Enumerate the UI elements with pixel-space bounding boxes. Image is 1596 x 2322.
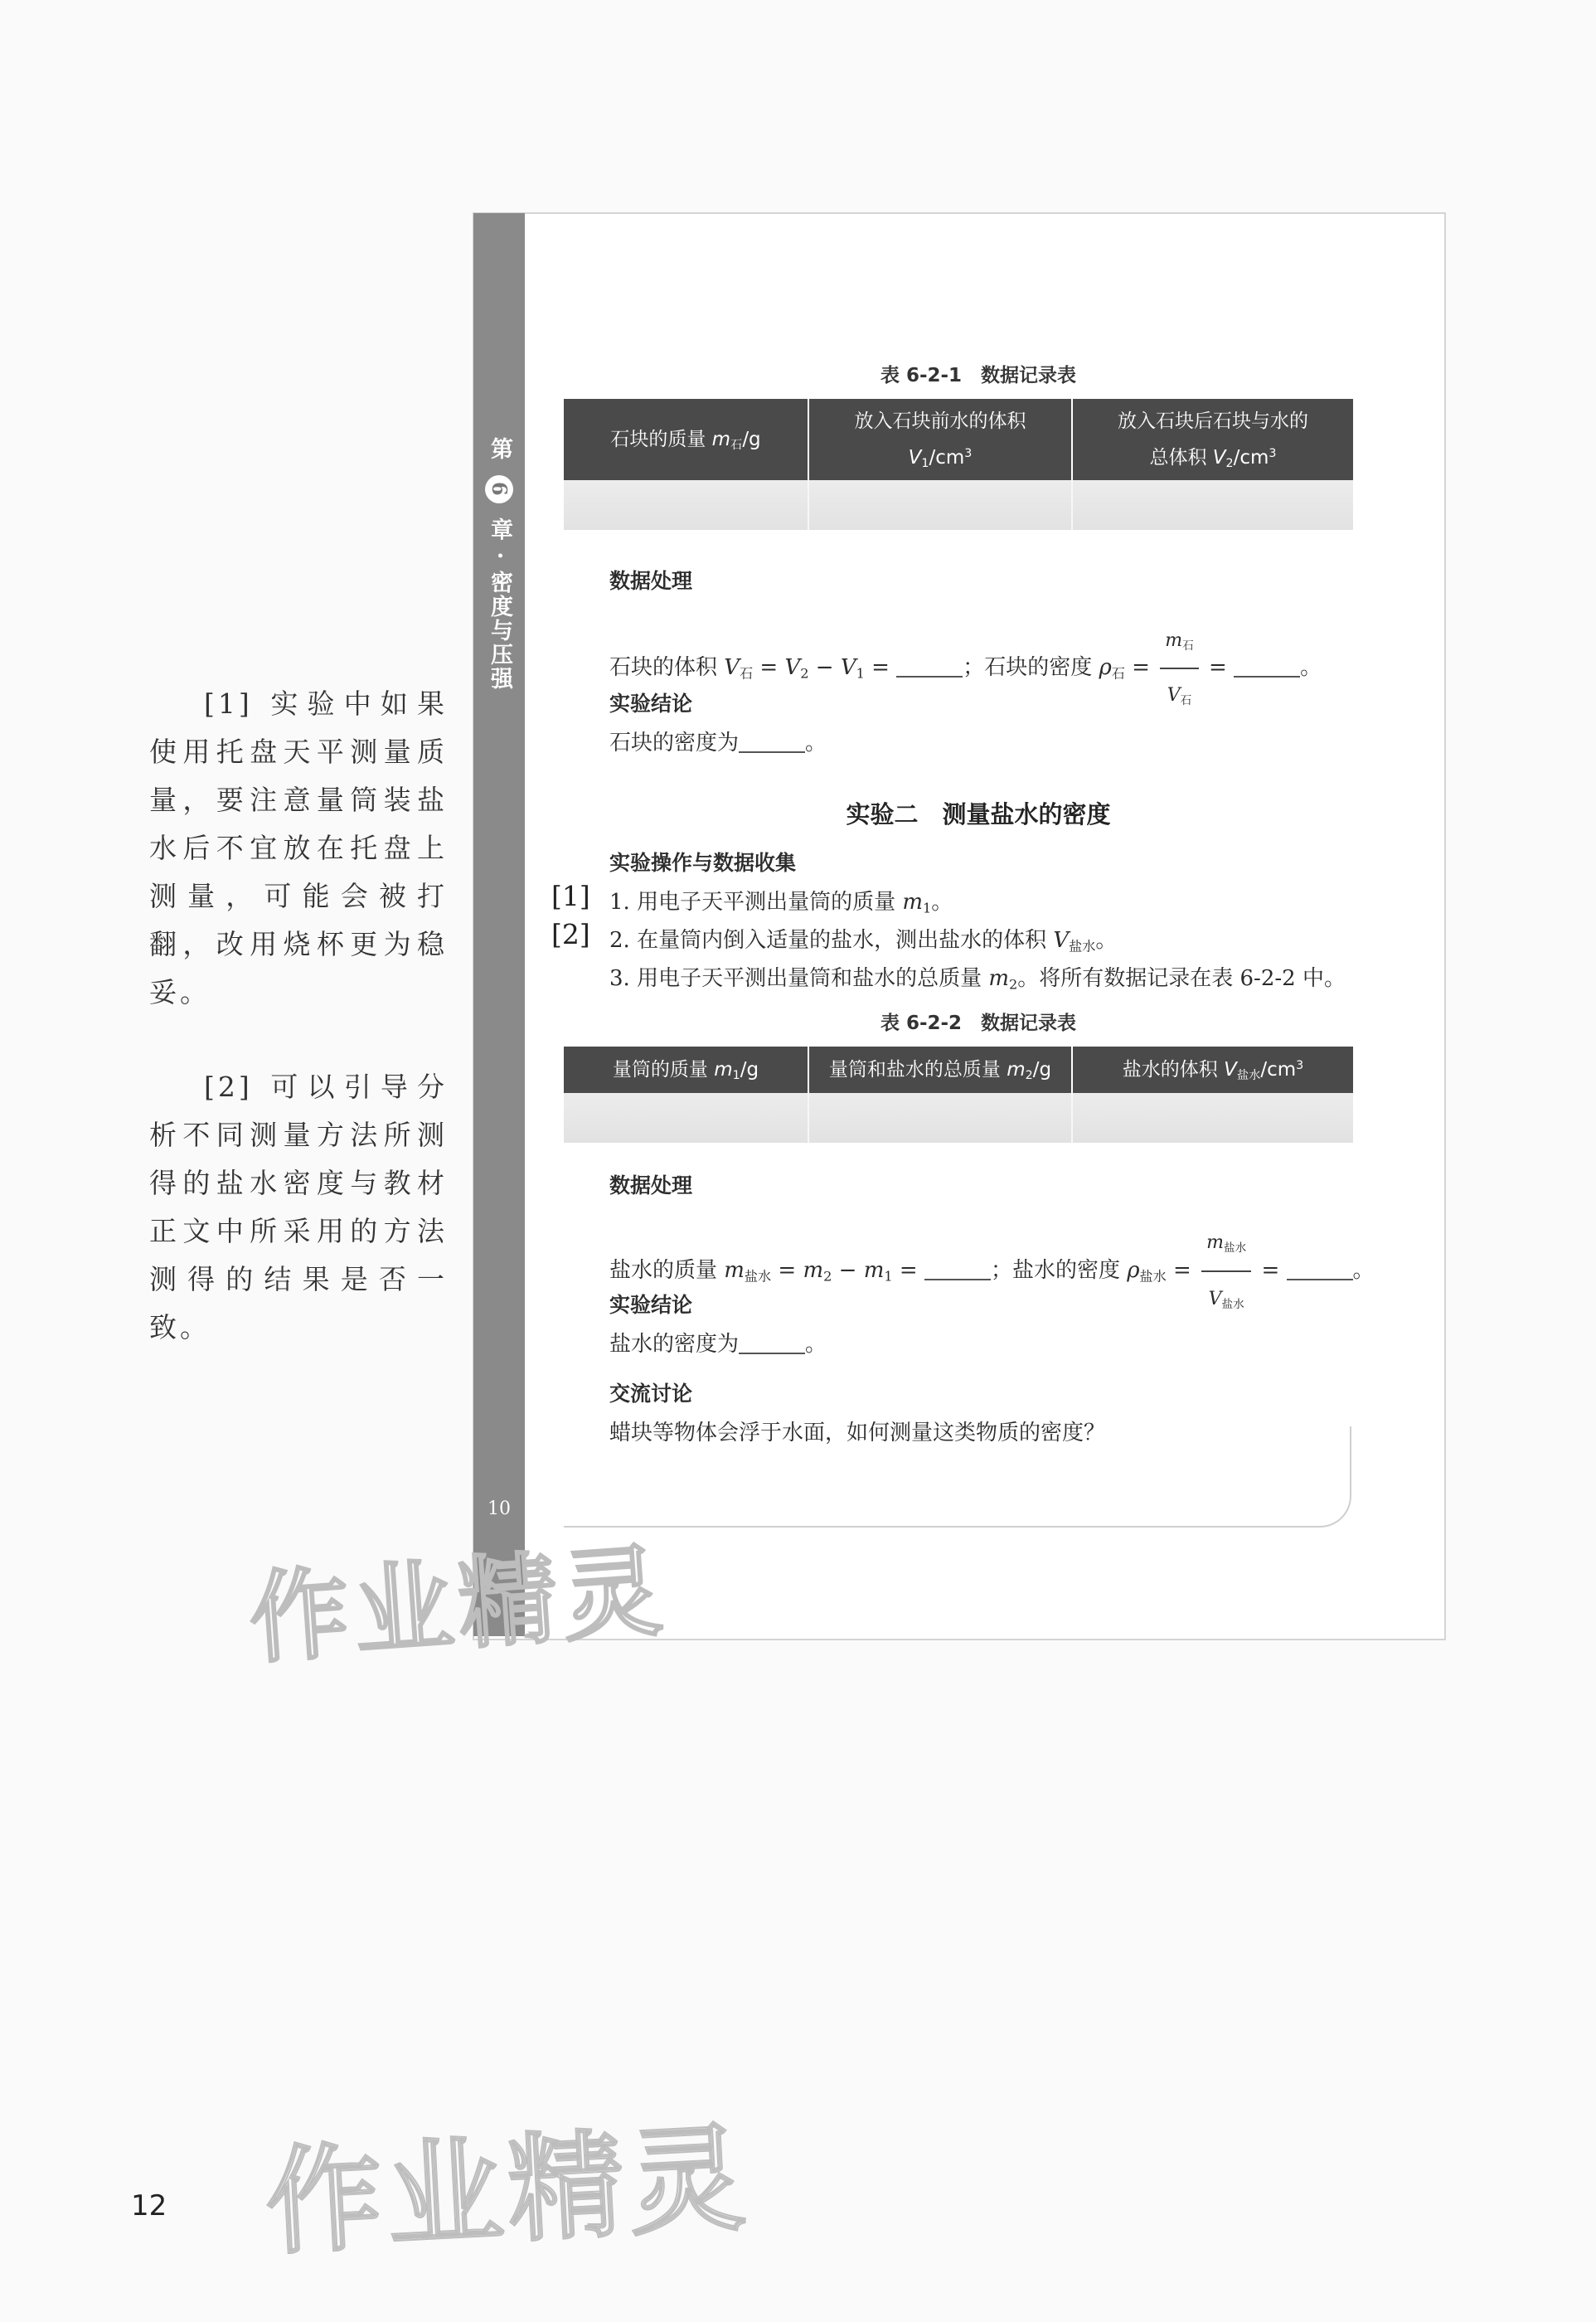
chapter-number-badge: 6	[485, 475, 513, 503]
conclusion-heading-1: 实验结论	[609, 692, 693, 716]
answer-blank[interactable]	[739, 730, 805, 753]
answer-blank[interactable]	[896, 654, 963, 678]
margin-note-2: [2] 可以引导分析不同测量方法所测得的盐水密度与教材正文中所采用的方法测得的结果是否一致。	[149, 1071, 448, 1343]
table2-caption: 表 6-2-2 数据记录表	[880, 1013, 1077, 1034]
table2-header-v: 盐水的体积 $V_{盐水}/cm^3$	[1072, 1047, 1353, 1093]
answer-blank[interactable]	[924, 1257, 991, 1280]
table2-cell[interactable]	[1072, 1093, 1353, 1143]
chapter-spine	[473, 213, 525, 1636]
table1-header-v2: 放入石块后石块与水的 总体积 $V_2/cm^3$	[1072, 399, 1353, 480]
answer-blank[interactable]	[1234, 654, 1300, 678]
watermark: 作业精灵	[262, 2111, 754, 2272]
conclusion-text-2: 盐水的密度为 。	[609, 1332, 827, 1357]
discussion-heading: 交流讨论	[609, 1382, 693, 1406]
table1-cell[interactable]	[808, 480, 1072, 530]
conclusion-heading-2: 实验结论	[609, 1293, 693, 1317]
processing-heading-2: 数据处理	[609, 1173, 693, 1197]
density-fraction: $\frac{m_石}{V_石}$	[1160, 616, 1199, 721]
page-number: 12	[131, 2189, 167, 2222]
step-1: 1. 用电子天平测出量筒的质量 $m_1$。	[609, 890, 953, 916]
experiment2-title: 实验二 测量盐水的密度	[846, 800, 1111, 828]
table2-header-m2: 量筒和盐水的总质量 $m_2/g$	[808, 1047, 1072, 1093]
table1-cell[interactable]	[564, 480, 808, 530]
processing-formula-2: 盐水的质量 $m_{盐水} = m_2 - m_1$ = ；盐水的密度 $\rho_{盐水}$ = $\frac{m_{盐水}}{V_{盐水}}$ = 。	[609, 1217, 1393, 1269]
step-3: 3. 用电子天平测出量筒和盐水的总质量 $m_2$。将所有数据记录在表 6-2-2 中。	[609, 966, 1346, 993]
table2-cell[interactable]	[808, 1093, 1072, 1143]
note-marker-2: [2]	[551, 918, 590, 950]
table2-header-m1: 量筒的质量 $m_1/g$	[564, 1047, 808, 1093]
inner-page-number: 10	[488, 1499, 511, 1519]
processing-formula-1: 石块的体积 $V_石 = V_2 - V_1$ = ；石块的密度 $\rho_石$ = $\frac{m_石}{V_石}$ = 。	[609, 616, 1393, 666]
discussion-text: 蜡块等物体会浮于水面，如何测量这类物质的密度？	[609, 1421, 1106, 1445]
margin-note-1: [1] 实验中如果使用托盘天平测量质量，要注意量筒装盐水后不宜放在托盘上测量，可能会被打翻，改用烧杯更为稳妥。	[149, 687, 448, 1008]
step-2: 2. 在量筒内倒入适量的盐水，测出盐水的体积 $V_{盐水}$。	[609, 928, 1118, 955]
table1-header-mass: 石块的质量 $m_石/g$	[564, 399, 808, 480]
chapter-title: 第 6 章 · 密度与压强	[487, 437, 512, 692]
answer-blank[interactable]	[739, 1331, 805, 1354]
table2	[564, 1047, 1353, 1143]
note-marker-1: [1]	[551, 880, 590, 912]
operation-heading: 实验操作与数据收集	[609, 851, 797, 875]
answer-blank[interactable]	[1287, 1257, 1353, 1280]
table1	[564, 399, 1353, 530]
processing-heading-1: 数据处理	[609, 569, 693, 593]
table1-cell[interactable]	[1072, 480, 1353, 530]
table1-header-v1: 放入石块前水的体积 $V_1/cm^3$	[808, 399, 1072, 480]
table2-cell[interactable]	[564, 1093, 808, 1143]
steps-list	[551, 880, 1393, 998]
margin-notes	[149, 680, 448, 1398]
discussion-box-corner	[564, 1426, 1351, 1528]
density-fraction: $\frac{m_{盐水}}{V_{盐水}}$	[1201, 1217, 1251, 1325]
page-content	[551, 212, 1393, 1446]
watermark: 作业精灵	[245, 1533, 671, 1678]
table1-caption: 表 6-2-1 数据记录表	[880, 365, 1077, 386]
conclusion-text-1: 石块的密度为 。	[609, 731, 827, 755]
